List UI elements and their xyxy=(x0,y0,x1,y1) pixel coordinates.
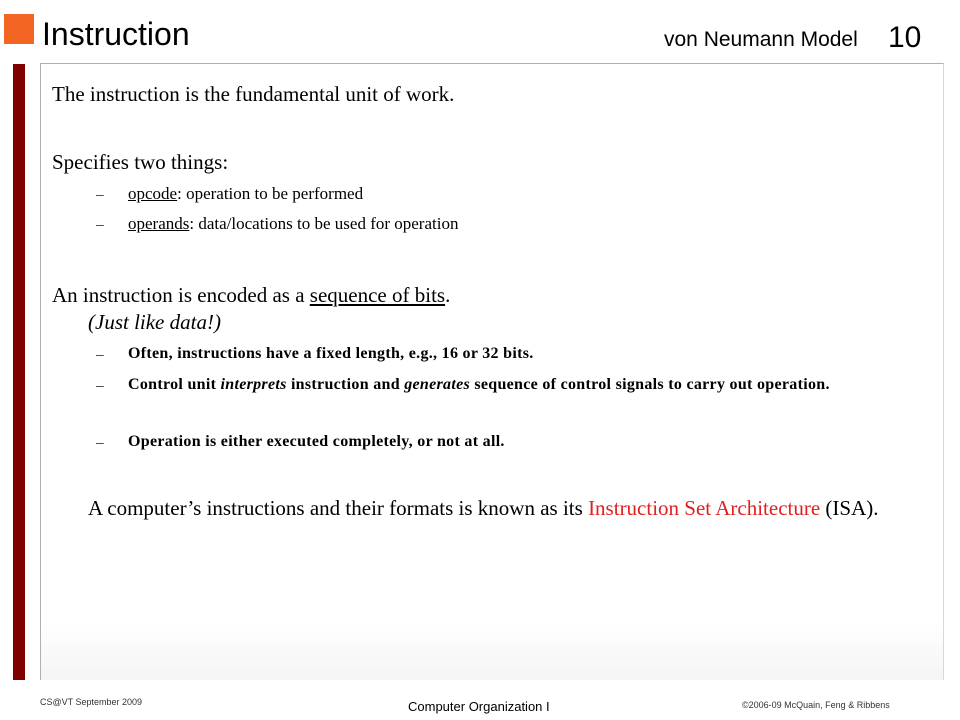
paragraph-1: The instruction is the fundamental unit of work. xyxy=(52,82,455,106)
p4-text: A computer’s instructions and their formats is known as its xyxy=(88,496,589,520)
b4-text-c: instruction and xyxy=(286,376,405,393)
p4-post: (ISA). xyxy=(820,496,879,520)
left-accent-bar xyxy=(13,64,25,680)
paragraph-3 xyxy=(52,283,922,308)
b4-text-e: sequence of control signals to carry out operation. xyxy=(470,376,830,393)
b4-generates: generates xyxy=(404,376,471,393)
p3-period: . xyxy=(445,283,451,307)
bullet-dash: – xyxy=(96,186,104,202)
p4-isa: Instruction Set Architecture xyxy=(588,496,821,520)
footer-copyright: ©2006-09 McQuain, Feng & Ribbens xyxy=(742,700,890,710)
p3-sequence-of-bits: sequence of bits xyxy=(309,283,446,307)
bullet-fixed-length: Often, instructions have a fixed length, e.g., 16 or 32 bits. xyxy=(128,345,534,362)
opcode-desc: : operation to be performed xyxy=(177,184,364,203)
bullet-opcode xyxy=(128,184,918,204)
bullet-dash: – xyxy=(96,377,104,393)
bullet-executed: Operation is either executed completely, or not at all. xyxy=(128,433,505,450)
p3-italic-note: (Just like data!) xyxy=(88,310,221,334)
opcode-term: opcode xyxy=(128,184,178,203)
b4-interprets: interprets xyxy=(220,376,287,393)
bullet-dash: – xyxy=(96,434,104,450)
footer-course: Computer Organization I xyxy=(408,699,550,714)
paragraph-4 xyxy=(88,496,958,521)
bullet-control-unit xyxy=(128,373,918,396)
paragraph-2: Specifies two things: xyxy=(52,150,229,174)
bullet-dash: – xyxy=(96,216,104,232)
orange-accent-square xyxy=(4,14,34,44)
slide-title: Instruction xyxy=(42,16,190,52)
bullet-dash: – xyxy=(96,346,104,362)
operands-desc: : data/locations to be used for operation xyxy=(189,214,459,233)
p3-text: An instruction is encoded as a xyxy=(52,283,310,307)
operands-term: operands xyxy=(128,214,190,233)
bullet-operands xyxy=(128,214,918,234)
slide-number: 10 xyxy=(888,21,922,54)
slide-subtitle: von Neumann Model xyxy=(664,28,858,51)
b4-text-a: Control unit xyxy=(128,376,221,393)
footer-date: CS@VT September 2009 xyxy=(40,697,143,707)
